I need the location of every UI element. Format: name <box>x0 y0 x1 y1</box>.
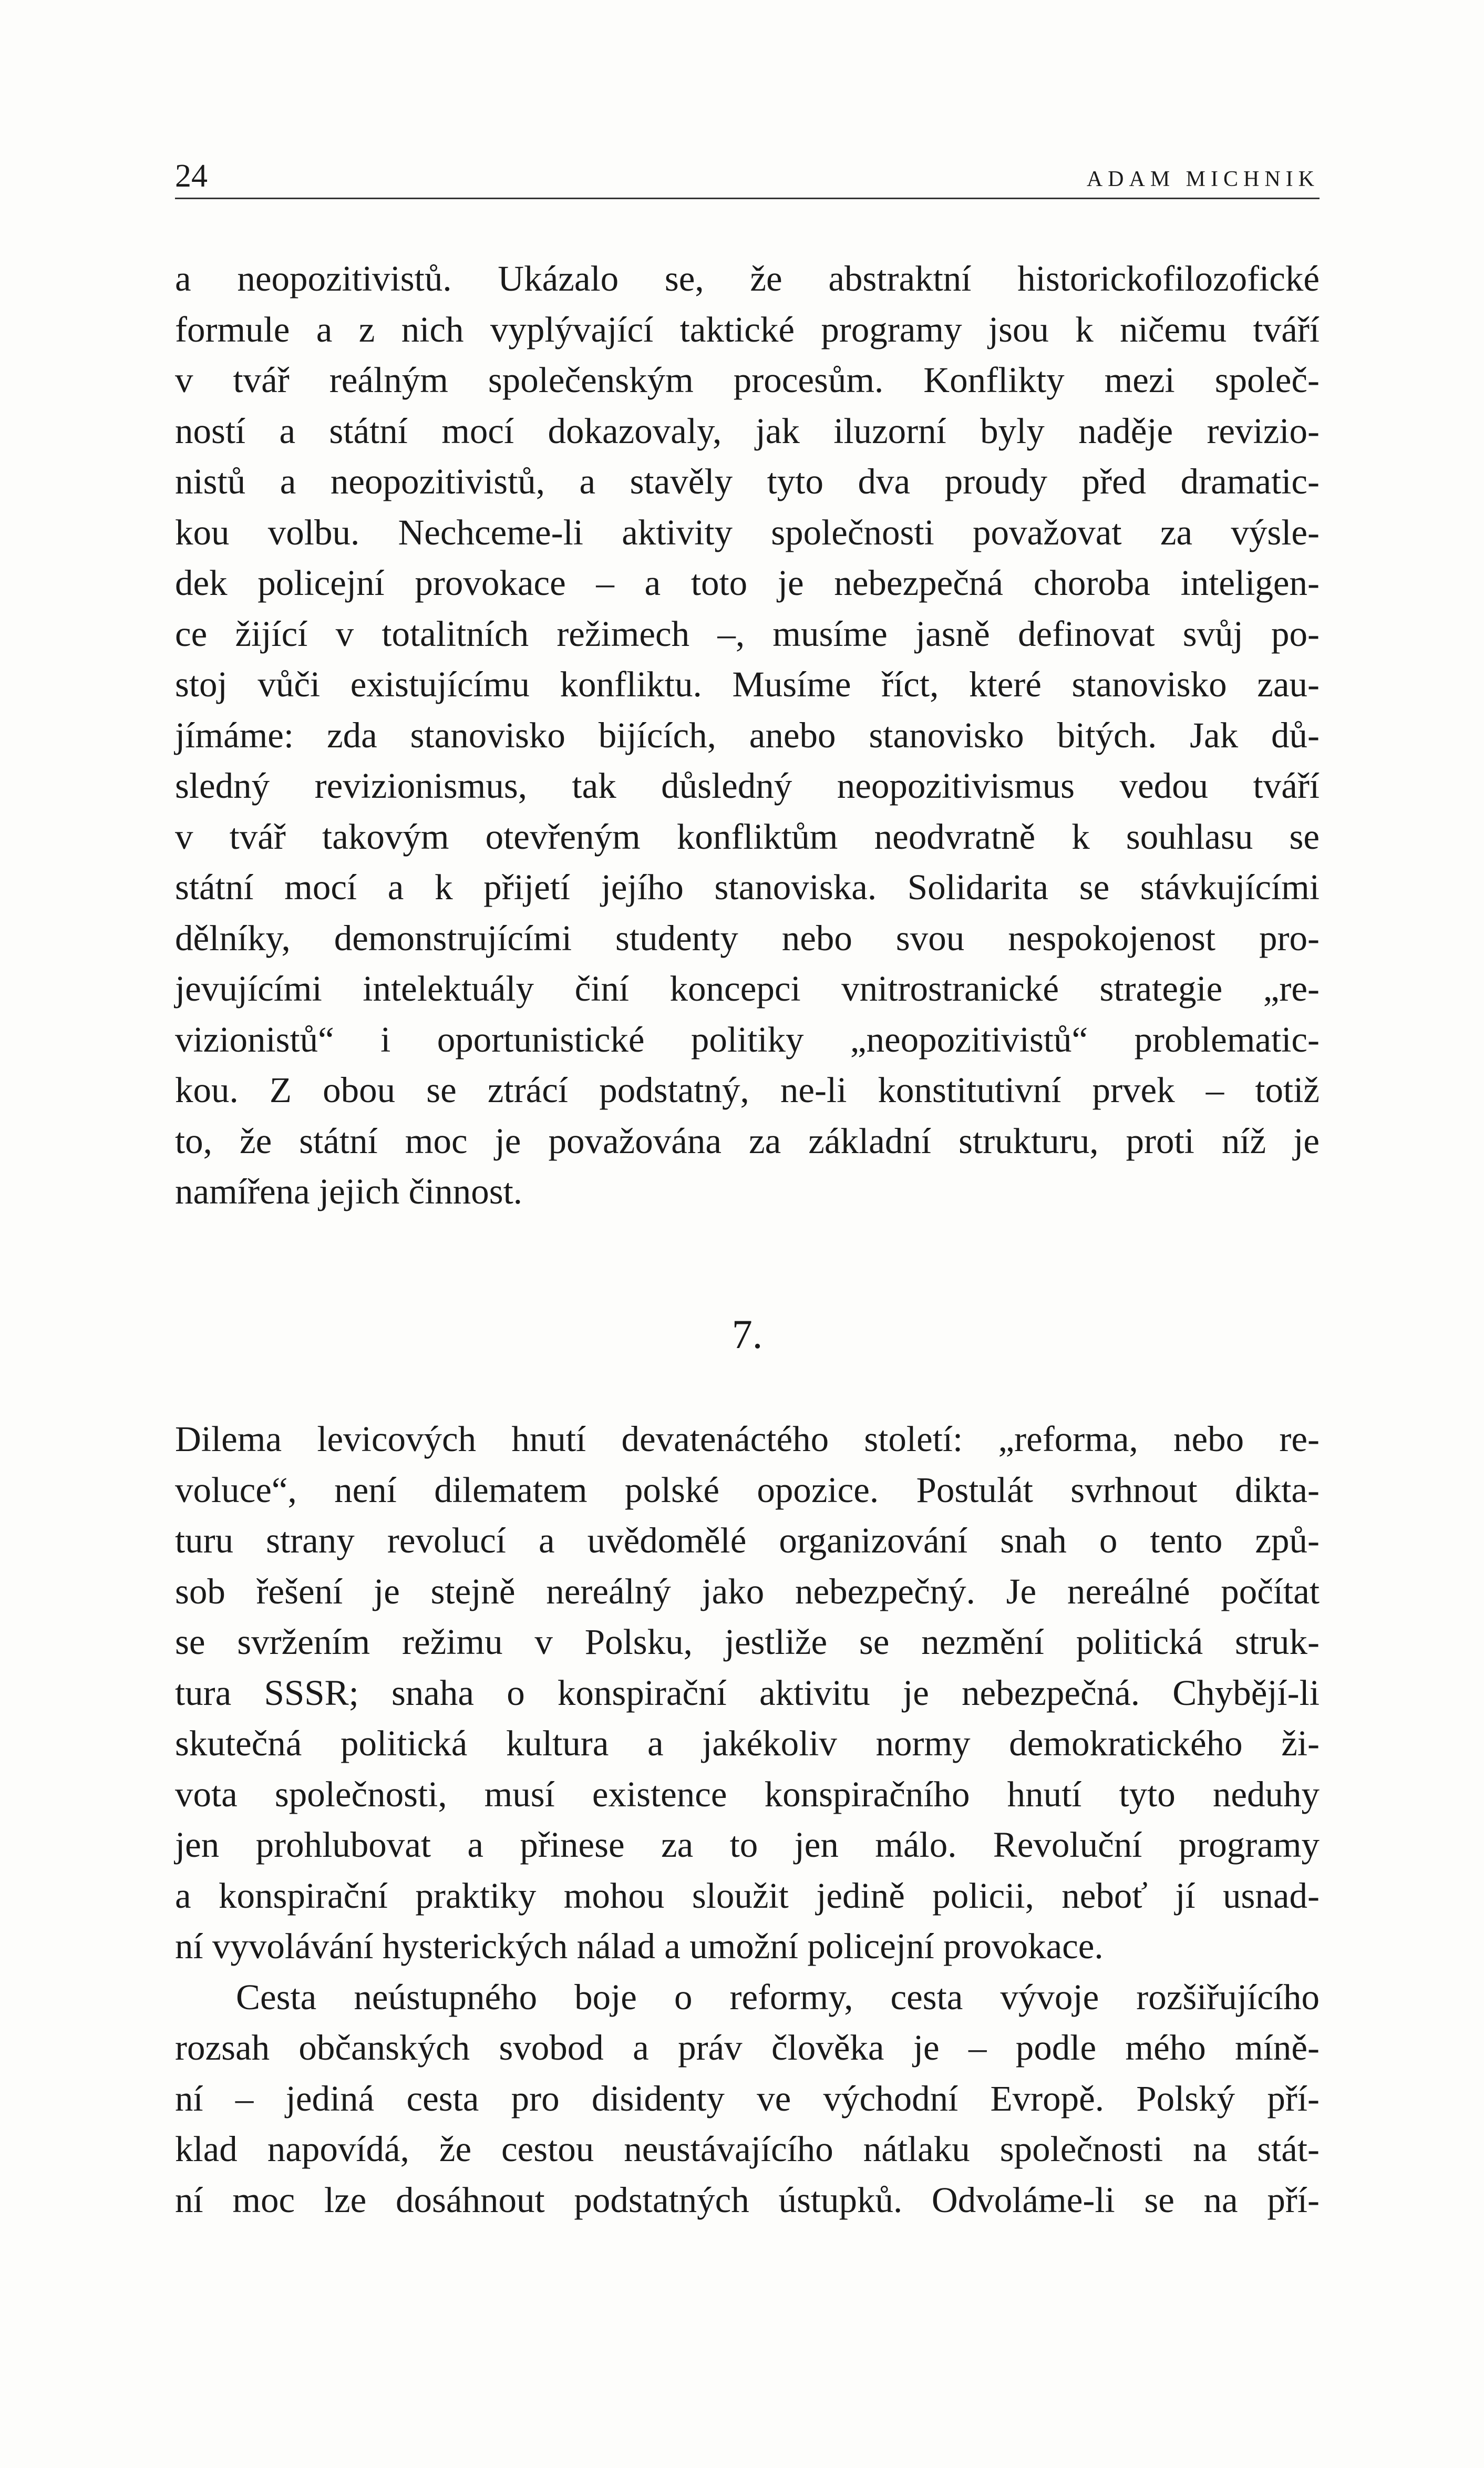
text-line: formule a z nich vyplývající taktické programy jsou k ničemu tváří <box>175 309 1320 349</box>
text-line: stoj vůči existujícímu konfliktu. Musíme říct, které stanovisko zau- <box>175 664 1320 704</box>
text-line: rozsah občanských svobod a práv člověka je – podle mého míně- <box>175 2028 1320 2068</box>
text-line: ce žijící v totalitních režimech –, musíme jasně definovat svůj po- <box>175 613 1320 654</box>
text-line: státní mocí a k přijetí jejího stanoviska. Solidarita se stávkujícími <box>175 867 1320 907</box>
page-number: 24 <box>175 158 208 194</box>
text-line: nistů a neopozitivistů, a stavěly tyto dva proudy před dramatic- <box>175 461 1320 501</box>
text-line: jevujícími intelektuály činí koncepci vnitrostranické strategie „re- <box>175 969 1320 1009</box>
text-line: kou volbu. Nechceme-li aktivity společnosti považovat za výsle- <box>175 512 1320 552</box>
text-line: vota společnosti, musí existence konspiračního hnutí tyto neduhy <box>175 1774 1320 1814</box>
page-header <box>175 150 1320 199</box>
text-line: vizionistů“ i oportunistické politiky „neopozitivistů“ problematic- <box>175 1019 1320 1060</box>
text-line: jímáme: zda stanovisko bijících, anebo stanovisko bitých. Jak dů- <box>175 715 1320 755</box>
text-line: ní – jediná cesta pro disidenty ve východní Evropě. Polský pří- <box>175 2078 1320 2119</box>
text-line: a konspirační praktiky mohou sloužit jedině policii, neboť jí usnad- <box>175 1875 1320 1916</box>
text-line: ní moc lze dosáhnout podstatných ústupků. Odvoláme-li se na pří- <box>175 2179 1320 2220</box>
text-line: namířena jejich činnost. <box>175 1171 523 1211</box>
text-line: Cesta neústupného boje o reformy, cesta vývoje rozšiřujícího <box>236 1977 1320 2017</box>
text-line: sob řešení je stejně nereálný jako nebezpečný. Je nereálné počítat <box>175 1571 1320 1611</box>
text-line: v tvář reálným společenským procesům. Konflikty mezi společ- <box>175 360 1320 400</box>
text-line: voluce“, není dilematem polské opozice. Postulát svrhnout dikta- <box>175 1469 1320 1510</box>
text-line: kou. Z obou se ztrácí podstatný, ne-li konstitutivní prvek – totiž <box>175 1070 1320 1110</box>
text-line: a neopozitivistů. Ukázalo se, že abstraktní historickofilozofické <box>175 259 1320 299</box>
text-line: skutečná politická kultura a jakékoliv normy demokratického ži- <box>175 1723 1320 1763</box>
text-line: v tvář takovým otevřeným konfliktům neodvratně k souhlasu se <box>175 816 1320 857</box>
text-line: ní vyvolávání hysterických nálad a umožní policejní provokace. <box>175 1926 1104 1966</box>
paragraph-2 <box>175 1414 1320 2225</box>
running-head: ADAM MICHNIK <box>1086 167 1320 191</box>
section-number: 7. <box>731 1311 763 1357</box>
text-line: klad napovídá, že cestou neustávajícího nátlaku společnosti na stát- <box>175 2129 1320 2169</box>
text-line: sledný revizionismus, tak důsledný neopozitivismus vedou tváří <box>175 766 1320 806</box>
text-line: jen prohlubovat a přinese za to jen málo. Revoluční programy <box>175 1825 1320 1865</box>
text-line: dělníky, demonstrujícími studenty nebo svou nespokojenost pro- <box>175 918 1320 958</box>
paragraph-1 <box>175 253 1320 1217</box>
text-line: se svržením režimu v Polsku, jestliže se nezmění politická struk- <box>175 1622 1320 1662</box>
text-line: dek policejní provokace – a toto je nebezpečná choroba inteligen- <box>175 563 1320 603</box>
text-line: ností a státní mocí dokazovaly, jak iluzorní byly naděje revizio- <box>175 410 1320 451</box>
text-line: turu strany revolucí a uvědomělé organizování snah o tento způ- <box>175 1520 1320 1560</box>
text-line: Dilema levicových hnutí devatenáctého století: „reforma, nebo re- <box>175 1419 1320 1459</box>
text-line: tura SSSR; snaha o konspirační aktivitu je nebezpečná. Chybějí-li <box>175 1672 1320 1713</box>
text-line: to, že státní moc je považována za základní strukturu, proti níž je <box>175 1120 1320 1161</box>
